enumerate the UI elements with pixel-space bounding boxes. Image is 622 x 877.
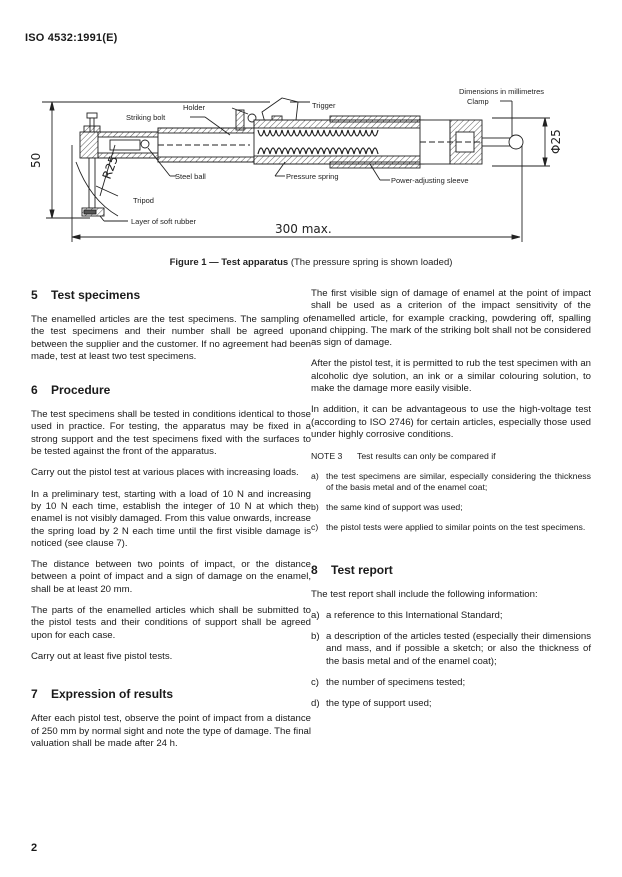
document-header: ISO 4532:1991(E) (25, 32, 118, 44)
paragraph: The test specimens shall be tested in conditions identical to those used in practice. For testing, the apparatus may be fixed in a strong support and the test specimens fixed with the surfaces to be tested against the front of the apparatus. (31, 409, 311, 458)
radius-dimension: R25 (99, 154, 121, 182)
section-8-heading: 8 Test report (311, 562, 393, 577)
right-column (311, 288, 591, 720)
note-3 (311, 450, 591, 462)
note-list-item: a) the test specimens are similar, especially considering the thickness of the basis metal and of the enamel coat; (311, 470, 591, 492)
figure-test-apparatus (0, 80, 622, 250)
figure-caption (0, 257, 622, 268)
report-list-item: d) the type of support used; (311, 698, 432, 710)
page-number: 2 (31, 842, 38, 854)
apparatus-drawing (0, 80, 622, 250)
dimensions-note: Dimensions in millimetres (459, 87, 545, 96)
paragraph: The test report shall include the following information: (311, 588, 538, 600)
label-power-adjusting-sleeve: Power-adjusting sleeve (391, 176, 469, 185)
label-pressure-spring: Pressure spring (286, 172, 339, 181)
label-tripod: Tripod (133, 196, 154, 205)
left-column (31, 288, 311, 759)
paragraph: After the pistol test, it is permitted to rub the test specimen with an alcoholic dye solution, an ink or a similar colouring solution, to make the damage more easily visible. (311, 358, 591, 395)
height-dimension: 50 (29, 152, 43, 168)
diameter-dimension: Φ25 (549, 129, 563, 154)
figure-caption-text: (The pressure spring is shown loaded) (288, 257, 453, 268)
figure-caption-title: Figure 1 — Test apparatus (169, 257, 289, 268)
paragraph: In addition, it can be advantageous to use the high-voltage test (according to ISO 2746) for certain articles, especially those used under highly corrosive conditions. (311, 404, 591, 440)
paragraph: The enamelled articles are the test specimens. The sampling of the test specimens and their number shall be agreed upon between the supplier and the customer. If no agreement had been made, test at least two test specimens. (31, 314, 312, 362)
section-6-heading: 6 Procedure (31, 383, 111, 398)
report-list-item: c) the number of specimens tested; (311, 677, 466, 689)
section-6 (31, 383, 311, 663)
label-trigger: Trigger (312, 101, 336, 110)
paragraph: Carry out at least five pistol tests. (31, 650, 173, 662)
note-list-item: c) the pistol tests were applied to similar points on the test specimens. (311, 521, 586, 532)
label-layer-of-soft-rubber: Layer of soft rubber (131, 217, 197, 226)
paragraph: The distance between two points of impact, or the distance between a point of impact and a sign of damage on the enamel, shall be at least 20 mm. (31, 559, 311, 595)
paragraph: After each pistol test, observe the point of impact from a distance of 250 mm by normal sight and note the type of damage. The final valuation shall be made after 24 h. (31, 713, 311, 749)
section-7-heading: 7 Expression of results (31, 687, 174, 702)
paragraph: The parts of the enamelled articles which shall be submitted to the pistol tests and their conditions of support shall be agreed upon for each case. (31, 605, 311, 641)
section-5-heading: 5 Test specimens (31, 288, 141, 302)
label-holder: Holder (183, 103, 206, 112)
report-list-item: a) a reference to this International Standard; (311, 609, 503, 621)
report-list-item: b) a description of the articles tested (especially their dimensions and mass, and if possible a sketch; or also the thickness of the basis metal and of the enamel coat); (311, 631, 591, 667)
section-8 (311, 563, 591, 711)
section-5 (31, 288, 311, 363)
note-label: NOTE 3 (311, 451, 343, 462)
paragraph: The first visible sign of damage of enamel at the point of impact shall be used as a criterion of the impact sensitivity of the enamelled article, for example cracking, powdering off, spalling and chipping. The mark of the striking bolt shall not be considered as sign of damage. (311, 288, 591, 349)
label-clamp: Clamp (467, 97, 489, 106)
label-steel-ball: Steel ball (175, 172, 206, 181)
length-dimension: 300 max. (275, 222, 332, 236)
label-striking-bolt: Striking bolt (126, 113, 166, 122)
section-7 (31, 687, 311, 750)
note-text: Test results can only be compared if (357, 451, 496, 462)
paragraph: In a preliminary test, starting with a load of 10 N and increasing by 10 N each time, establish the integer of 10 N at which the enamel is not visibly damaged. From this value onwards, increase the spring load by 2 N each time until the first visible damage is noticed (see clause 7). (31, 488, 311, 549)
paragraph: Carry out the pistol test at various places with increasing loads. (31, 467, 299, 479)
note-list-item: b) the same kind of support was used; (311, 501, 463, 512)
